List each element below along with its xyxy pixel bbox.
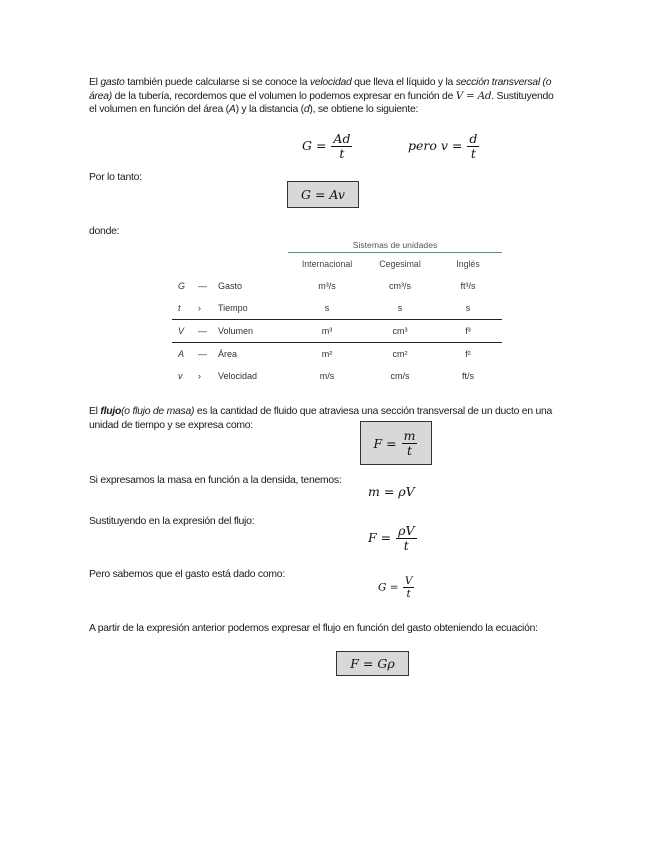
- equation-masa: m = ρV: [368, 484, 415, 499]
- intro-paragraph: El gasto también puede calcularse si se conoce la velocidad que lleva el líquido y la sección transversal (o área) de la tubería, recordemos que el volumen lo podemos expresar en función de V = Ad. Sustituyendo el volumen en función del área (A) y la distancia (d), se obtiene lo siguiente:: [89, 77, 554, 116]
- fraction-numerator: Ad: [333, 131, 351, 146]
- fraction-denominator: t: [470, 146, 476, 161]
- fraction-numerator: d: [469, 131, 478, 146]
- fraction-numerator: V: [404, 575, 413, 587]
- column-header: Internacional: [301, 259, 353, 269]
- equation-box-gasto: G = Av: [287, 181, 359, 208]
- masa-paragraph: Si expresamos la masa en función a la densida, tenemos:: [89, 475, 342, 486]
- table-row: t › Tiempo s s s: [178, 303, 471, 313]
- fraction-numerator: ρV: [398, 523, 415, 538]
- table-title-row: [172, 238, 502, 253]
- equation-box-final: F = Gρ: [336, 651, 409, 676]
- equation-flujo-densidad: F = $\frac{\rho V}{t}$: [368, 523, 415, 553]
- fraction-numerator: m: [403, 427, 416, 443]
- por-lo-tanto-label: Por lo tanto:: [89, 172, 142, 183]
- column-header: Cegesimal: [379, 259, 421, 269]
- fraction-denominator: t: [403, 538, 409, 553]
- flujo-paragraph: El flujo(o flujo de masa) es la cantidad de fluido que atraviesa una sección transversal de un ducto en una unidad de tiempo y se expresa como:: [89, 406, 553, 431]
- table-title: Sistemas de unidades: [288, 238, 502, 253]
- equation-box-flujo: F = $\frac{m}{t}$: [360, 421, 432, 465]
- fraction-denominator: t: [407, 442, 413, 458]
- table-row: v › Velocidad m/s cm/s ft/s: [178, 371, 474, 381]
- sustituyendo-paragraph: Sustituyendo en la expresión del flujo:: [89, 516, 255, 527]
- table-row: G — Gasto m³/s cm³/s ft³/s: [178, 281, 476, 291]
- equation-gasto-volumen: G = $\frac{V}{t}$: [378, 575, 413, 600]
- gasto-paragraph: Pero sabemos que el gasto está dado como:: [89, 569, 285, 580]
- equation-velocidad: pero v = $\frac{d}{t}$: [408, 131, 478, 161]
- fraction-denominator: t: [406, 588, 411, 600]
- table-row: A — Área m² cm² f²: [172, 343, 502, 366]
- table-row: V — Volumen m³ cm³ f³: [172, 320, 502, 343]
- equation-gasto-area: G = $\frac{Ad}{t}$: [302, 131, 351, 161]
- units-table: [172, 238, 502, 387]
- fraction-denominator: t: [339, 146, 345, 161]
- donde-label: donde:: [89, 226, 120, 237]
- final-paragraph: A partir de la expresión anterior podemos expresar el flujo en función del gasto obteniendo la ecuación:: [89, 623, 538, 634]
- table-header-row: [172, 253, 502, 276]
- column-header: Inglés: [456, 259, 480, 269]
